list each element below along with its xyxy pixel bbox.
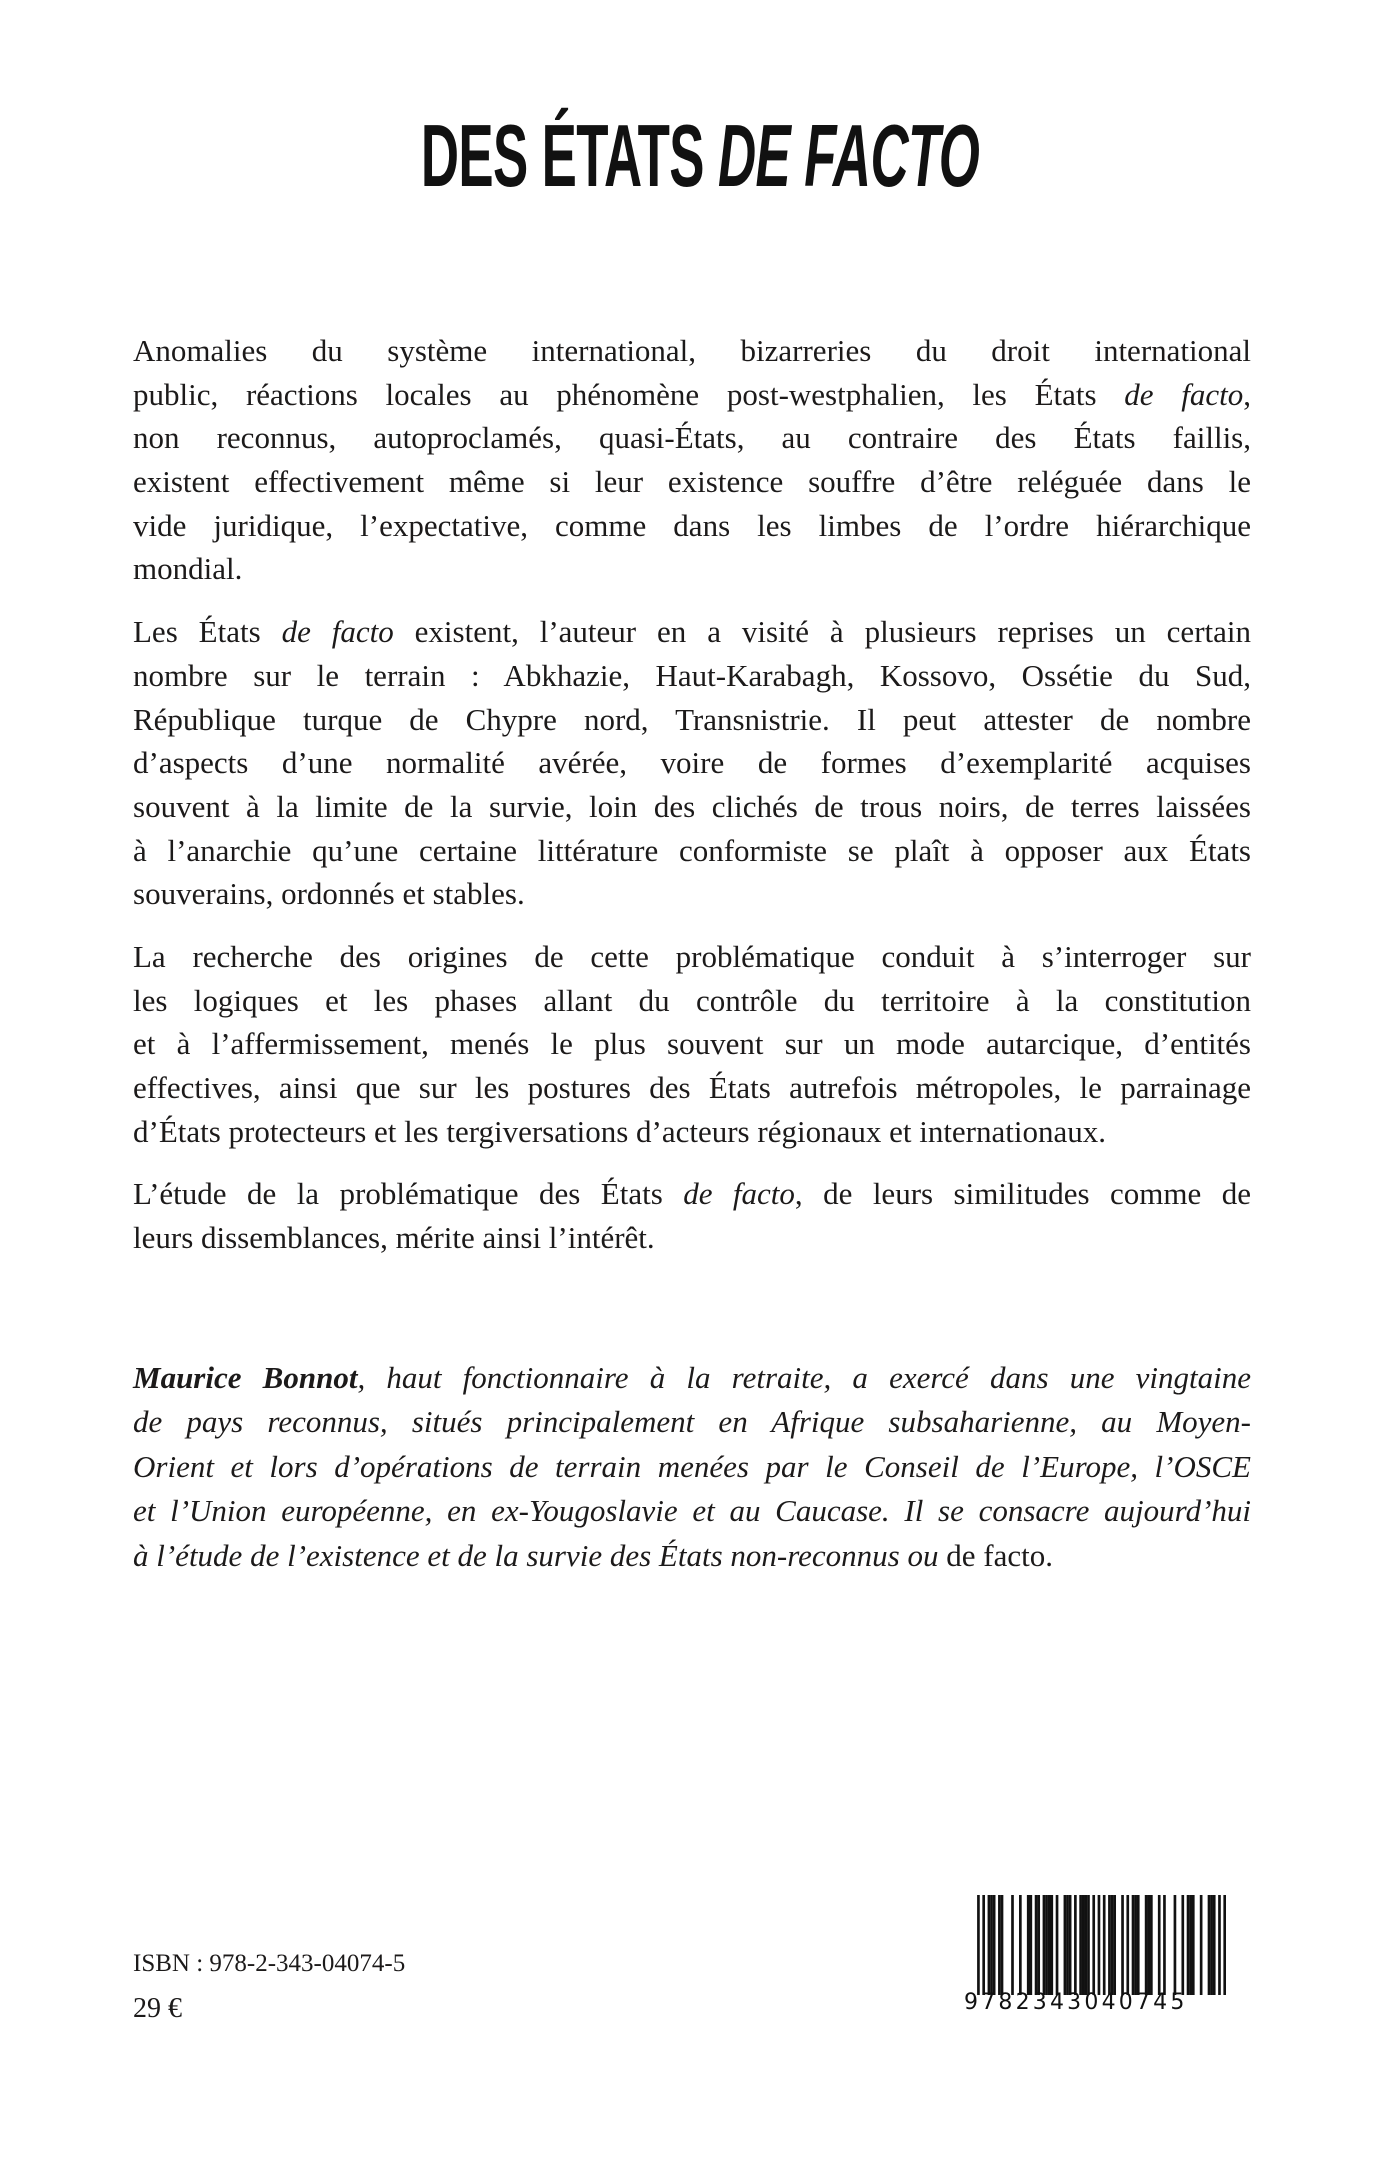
text-segment: République turque de Chypre nord, Transnistrie. Il peut attester de nombre xyxy=(133,701,1251,737)
text-segment: d’États protecteurs et les tergiversations d’acteurs régionaux et internationaux. xyxy=(133,1113,1107,1149)
text-segment: et l’Union européenne, en ex-Yougoslavie et au Caucase. Il se consacre aujourd’hui xyxy=(133,1493,1251,1529)
barcode-bar xyxy=(1223,1895,1226,1995)
barcode-bar xyxy=(1035,1895,1038,1995)
barcode-bar xyxy=(1050,1895,1053,1995)
text-line xyxy=(133,1022,1251,1066)
text-line xyxy=(133,1400,1251,1444)
paragraph xyxy=(133,935,1251,1153)
barcode xyxy=(964,1895,1226,2015)
barcode-bar xyxy=(1056,1895,1059,1995)
barcode-bar xyxy=(1181,1895,1184,1995)
title-main: DES ÉTATS xyxy=(420,106,718,205)
barcode-bar xyxy=(1064,1895,1067,1995)
text-line xyxy=(133,741,1251,785)
barcode-bar xyxy=(998,1895,1001,1995)
barcode-bar xyxy=(1011,1895,1014,1995)
paragraph xyxy=(133,610,1251,916)
barcode-bar xyxy=(1092,1895,1095,1995)
barcode-bar xyxy=(1218,1895,1221,1995)
text-segment: souverains, ordonnés et stables. xyxy=(133,876,525,912)
text-segment: La recherche des origines de cette problématique conduit à s’interroger sur xyxy=(133,938,1251,974)
text-segment: , haut fonctionnaire à la retraite, a exercé dans une vingtaine xyxy=(357,1360,1251,1395)
barcode-bar xyxy=(1200,1895,1203,1995)
price: 29 € xyxy=(133,1993,182,2024)
text-segment: effectives, ainsi que sur les postures des États autrefois métropoles, le parrainage xyxy=(133,1070,1251,1105)
text-segment: d’aspects d’une normalité avérée, voire de formes d’exemplarité acquises xyxy=(133,745,1251,781)
text-segment: souvent à la limite de la survie, loin des clichés de trous noirs, de terres laissées xyxy=(133,788,1251,824)
text-segment: existent effectivement même si leur existence souffre d’être reléguée dans le xyxy=(133,464,1251,500)
barcode-bar xyxy=(1087,1895,1090,1995)
barcode-bar xyxy=(1048,1895,1051,1995)
isbn: ISBN : 978-2-343-04074-5 xyxy=(133,1950,406,1977)
text-segment: et à l’affermissement, menés le plus souvent sur un mode autarcique, d’entités xyxy=(133,1026,1251,1062)
barcode-bar xyxy=(990,1895,993,1995)
barcode-bar xyxy=(982,1895,985,1995)
barcode-bar xyxy=(1147,1895,1150,1995)
barcode-bar xyxy=(1192,1895,1195,1995)
text-segment: mondial. xyxy=(133,551,243,587)
book-title xyxy=(280,106,1120,205)
barcode-bar xyxy=(1187,1895,1190,1995)
barcode-bar xyxy=(1145,1895,1148,1995)
barcode-bar xyxy=(1134,1895,1137,1995)
text-segment: à l’étude de l’existence et de la survie des États non-reconnus ou xyxy=(133,1537,947,1573)
blurb-text xyxy=(133,329,1251,1279)
text-line xyxy=(133,979,1251,1023)
text-segment: leurs dissemblances, mérite ainsi l’intérêt. xyxy=(133,1220,655,1256)
text-segment: non reconnus, autoproclamés, quasi-États, au contraire des États faillis, xyxy=(133,420,1251,456)
text-line xyxy=(133,1534,1251,1578)
title-italic: DE FACTO xyxy=(717,106,980,205)
text-segment: Les États xyxy=(133,614,282,650)
text-line xyxy=(133,329,1251,373)
text-line xyxy=(133,373,1251,417)
barcode-bar xyxy=(1126,1895,1129,1995)
text-line xyxy=(133,1216,1251,1260)
ean13-barcode-icon xyxy=(964,1895,1226,1995)
barcode-bar xyxy=(1074,1895,1077,1995)
barcode-bar xyxy=(1069,1895,1072,1995)
text-segment: Anomalies du système international, bizarreries du droit international xyxy=(133,333,1251,368)
text-line xyxy=(133,829,1251,873)
barcode-bar xyxy=(1150,1895,1153,1995)
barcode-bar xyxy=(1098,1895,1101,1995)
barcode-bar xyxy=(1163,1895,1166,1995)
barcode-bar xyxy=(1113,1895,1116,1995)
text-line xyxy=(133,1356,1251,1400)
barcode-bar xyxy=(1079,1895,1082,1995)
text-line xyxy=(133,1489,1251,1533)
barcode-bar xyxy=(988,1895,991,1995)
barcode-bar xyxy=(1103,1895,1106,1995)
text-line xyxy=(133,698,1251,742)
text-segment: de pays reconnus, situés principalement en Afrique subsaharienne, au Moyen- xyxy=(133,1404,1251,1440)
barcode-bar xyxy=(977,1895,980,1995)
barcode-bar xyxy=(1085,1895,1088,1995)
text-segment: existent, l’auteur en a visité à plusieurs reprises un certain xyxy=(393,614,1252,650)
text-line xyxy=(133,1066,1251,1110)
text-segment: public, réactions locales au phénomène post-westphalien, les États xyxy=(133,376,1125,412)
text-line xyxy=(133,504,1251,548)
text-line xyxy=(133,416,1251,460)
barcode-bar xyxy=(1121,1895,1124,1995)
barcode-bar xyxy=(1208,1895,1211,1995)
paragraph xyxy=(133,1172,1251,1259)
barcode-bar xyxy=(1082,1895,1085,1995)
text-segment: de facto xyxy=(683,1176,795,1212)
text-line xyxy=(133,1172,1251,1216)
text-line xyxy=(133,1445,1251,1489)
text-segment: , de leurs similitudes comme de xyxy=(794,1176,1251,1212)
barcode-bar xyxy=(1019,1895,1022,1995)
paragraph xyxy=(133,329,1251,591)
text-line xyxy=(133,785,1251,829)
barcode-bar xyxy=(1189,1895,1192,1995)
text-segment: nombre sur le terrain : Abkhazie, Haut-Karabagh, Kossovo, Ossétie du Sud, xyxy=(133,657,1251,693)
barcode-digits: 9782343040745 xyxy=(964,1990,1188,2015)
text-segment: de facto. xyxy=(946,1537,1053,1573)
barcode-bar xyxy=(1030,1895,1033,1995)
barcode-bar xyxy=(1158,1895,1161,1995)
author-bio xyxy=(133,1356,1251,1578)
text-line xyxy=(133,872,1251,916)
text-segment: Maurice Bonnot xyxy=(133,1360,358,1395)
text-line xyxy=(133,935,1251,979)
barcode-bar xyxy=(1210,1895,1213,1995)
barcode-bar xyxy=(1043,1895,1046,1995)
barcode-bar xyxy=(1132,1895,1135,1995)
barcode-bar xyxy=(1066,1895,1069,1995)
barcode-bar xyxy=(1027,1895,1030,1995)
text-line xyxy=(133,547,1251,591)
text-segment: L’étude de la problématique des États xyxy=(133,1176,684,1212)
text-segment: vide juridique, l’expectative, comme dans les limbes de l’ordre hiérarchique xyxy=(133,507,1251,543)
barcode-bar xyxy=(1213,1895,1216,1995)
text-segment: les logiques et les phases allant du contrôle du territoire à la constitution xyxy=(133,982,1251,1018)
text-segment: de facto xyxy=(281,614,394,650)
text-line xyxy=(133,654,1251,698)
barcode-bar xyxy=(1111,1895,1114,1995)
text-segment: à l’anarchie qu’une certaine littérature conformiste se plaît à opposer aux États xyxy=(133,832,1251,868)
barcode-bar xyxy=(1137,1895,1140,1995)
barcode-bar xyxy=(1174,1895,1177,1995)
text-line xyxy=(133,610,1251,654)
barcode-bar xyxy=(1037,1895,1040,1995)
text-segment: de facto xyxy=(1124,376,1244,412)
text-segment: , xyxy=(1243,376,1251,412)
text-segment: Orient et lors d’opérations de terrain menées par le Conseil de l’Europe, l’OSCE xyxy=(133,1448,1251,1484)
barcode-bar xyxy=(1001,1895,1004,1995)
barcode-bar xyxy=(1108,1895,1111,1995)
text-line xyxy=(133,1110,1251,1154)
barcode-bar xyxy=(993,1895,996,1995)
barcode-bar xyxy=(1045,1895,1048,1995)
text-line xyxy=(133,460,1251,504)
